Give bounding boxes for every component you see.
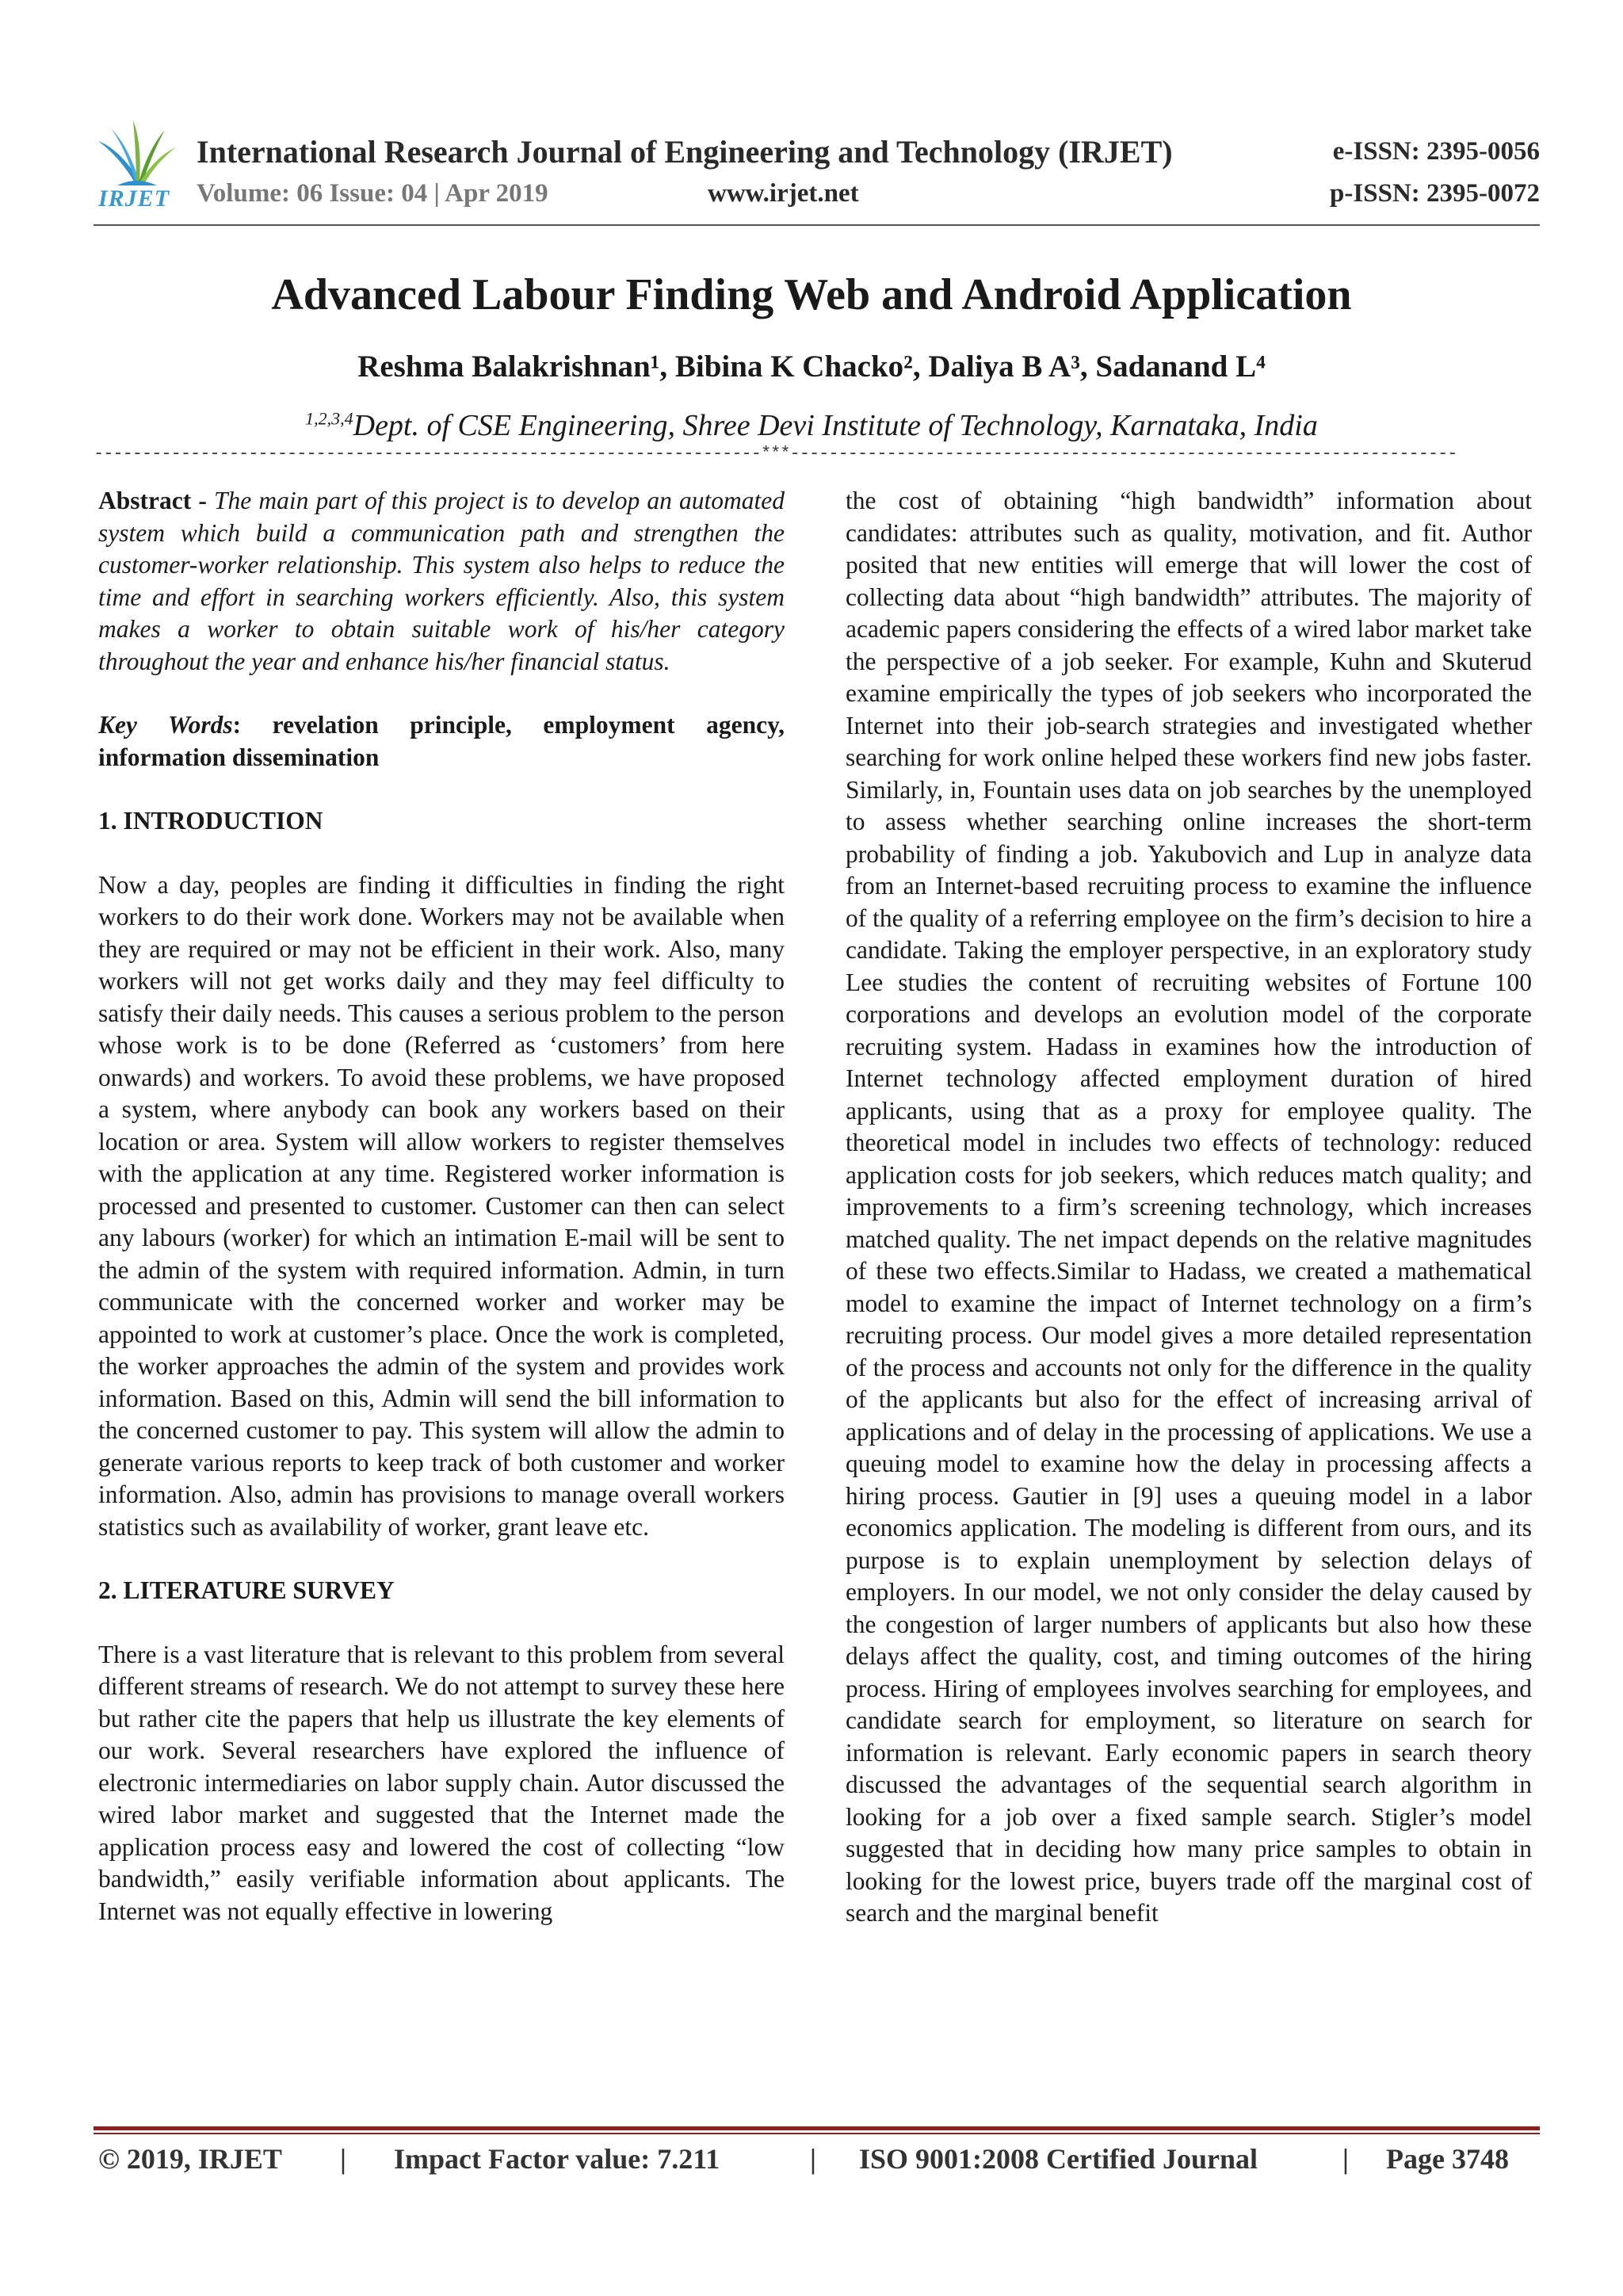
paper-authors: Reshma Balakrishnan¹, Bibina K Chacko², Daliya B A³, Sadanand L⁴	[357, 350, 1266, 384]
page-footer	[98, 2142, 1537, 2182]
abstract-label: Abstract -	[98, 487, 207, 514]
header-divider	[94, 224, 1540, 226]
p-issn: p-ISSN: 2395-0072	[1330, 179, 1540, 208]
footer-separator: |	[340, 2143, 346, 2175]
keywords-label: Key Words	[98, 711, 233, 739]
separator-line: ---------------------------------------------------------------------***---------------------------------------------------------------------	[94, 444, 1457, 464]
left-column	[98, 485, 785, 1927]
literature-heading: 2. LITERATURE SURVEY	[98, 1576, 395, 1604]
volume-info: Volume: 06 Issue: 04 | Apr 2019	[197, 179, 548, 208]
leaf-logo-icon	[94, 117, 179, 189]
logo-wordmark: IRJET	[98, 185, 170, 212]
intro-heading: 1. INTRODUCTION	[98, 807, 323, 835]
literature-paragraph-right: the cost of obtaining “high bandwidth” information about candidates: attributes such as quality, motivation, and fit. Author posited that new entities will emerge that will lower the cost of collecting data about “high bandwidth” attributes. The majority of academic papers considering the effects of a wired labor market take the perspective of a job seeker. For example, Kuhn and Skuterud examine empirically the types of job seekers who incorporated the Internet into their job-search strategies and investigated whether searching for work online helped these workers find new jobs faster. Similarly, in, Fountain uses data on job searches by the unemployed to assess whether searching online increases the short-term probability of finding a job. Yakubovich and Lup in analyze data from an Internet-based recruiting process to examine the influence of the quality of a referring employee on the firm’s decision to hire a candidate. Taking the employer perspective, in an exploratory study Lee studies the content of recruiting websites of Fortune 100 corporations and develops an evolution model of the corporate recruiting system. Hadass in examines how the introduction of Internet technology affected employment duration of hired applicants, using that as a proxy for employee quality. The theoretical model in includes two effects of technology: reduced application costs for job seekers, which reduces match quality; and improvements to a firm’s screening technology, which increases matched quality. The net impact depends on the relative magnitudes of these two effects.Similar to Hadass, we created a mathematical model to examine the impact of Internet technology on a firm’s recruiting process. Our model gives a more detailed representation of the process and accounts not only for the difference in the quality of the applicants but also for the effect of increasing arrival of applications and of delay in the processing of applications. We use a queuing model to examine how the delay in processing affects a hiring process. Gautier in [9] uses a queuing model in a labor economics application. The modeling is different from ours, and its purpose is to explain unemployment by selection delays of employers. In our model, we not only consider the delay caused by the congestion of larger numbers of applicants but also how these delays affect the quality, cost, and timing outcomes of the hiring process. Hiring of employees involves searching for employees, and candidate search for employment, so literature on search for information is relevant. Early economic papers in search theory discussed the advantages of the sequential search algorithm in looking for a job over a fixed sample search. Stigler’s model suggested that in deciding how many price samples to obtain in looking for the lowest price, buyers trade off the marginal cost of search and the marginal benefit	[846, 487, 1532, 1927]
footer-copyright: © 2019, IRJET	[98, 2143, 282, 2175]
keywords-text: : revelation principle, employment agency, information dissemination	[98, 711, 785, 771]
irjet-logo	[94, 117, 179, 214]
affiliation-text: Dept. of CSE Engineering, Shree Devi Institute of Technology, Karnataka, India	[353, 409, 1318, 442]
title-separator	[94, 444, 1540, 468]
footer-page-number: Page 3748	[1386, 2143, 1509, 2175]
right-column	[846, 485, 1532, 1930]
paper-affiliation	[0, 408, 1623, 443]
affiliation-superscript: 1,2,3,4	[305, 408, 353, 429]
footer-separator: |	[810, 2143, 816, 2175]
footer-iso: ISO 9001:2008 Certified Journal	[859, 2143, 1258, 2175]
e-issn: e-ISSN: 2395-0056	[1332, 137, 1540, 166]
footer-rule-thick	[94, 2126, 1540, 2130]
footer-rule-thin	[94, 2133, 1540, 2134]
abstract-text: The main part of this project is to develop an automated system which build a communication path and strengthen the customer-worker relationship. This system also helps to reduce the time and effort in searching workers efficiently. Also, this system makes a worker to obtain suitable work of his/her category throughout the year and enhance his/her financial status.	[98, 487, 785, 675]
paper-title: Advanced Labour Finding Web and Android Application	[271, 270, 1352, 319]
abstract	[98, 485, 785, 678]
footer-separator: |	[1342, 2143, 1349, 2175]
footer-impact-factor: Impact Factor value: 7.211	[394, 2143, 720, 2175]
journal-website: www.irjet.net	[708, 179, 859, 208]
keywords	[98, 709, 785, 774]
journal-header	[94, 117, 1540, 228]
literature-paragraph-left: There is a vast literature that is relevant to this problem from several different streams of research. We do not attempt to survey these here but rather cite the papers that help us illustrate the key elements of our work. Several researchers have explored the influence of electronic intermediaries on labor supply chain. Autor discussed the wired labor market and suggested that the Internet made the application process easy and lowered the cost of collecting “low bandwidth,” easily verifiable information about applicants. The Internet was not equally effective in lowering	[98, 1640, 785, 1925]
intro-paragraph: Now a day, peoples are finding it difficulties in finding the right workers to do their work done. Workers may not be available when they are required or may not be efficient in their work. Also, many workers will not get works daily and they may feel difficulty to satisfy their daily needs. This causes a serious problem to the person whose work is to be done (Referred as ‘customers’ from here onwards) and workers. To avoid these problems, we have proposed a system, where anybody can book any workers based on their location or area. System will allow workers to register themselves with the application at any time. Registered worker information is processed and presented to customer. Customer can then can select any labours (worker) for which an intimation E-mail will be sent to the admin of the system with required information. Admin, in turn communicate with the concerned worker and worker may be appointed to work at customer’s place. Once the work is completed, the worker approaches the admin of the system and provides work information. Based on this, Admin will send the bill information to the concerned customer to pay. This system will allow the admin to generate various reports to keep track of both customer and worker information. Also, admin has provisions to manage overall workers statistics such as availability of worker, grant leave etc.	[98, 870, 785, 1541]
journal-name: International Research Journal of Engineering and Technology (IRJET)	[197, 134, 1173, 170]
